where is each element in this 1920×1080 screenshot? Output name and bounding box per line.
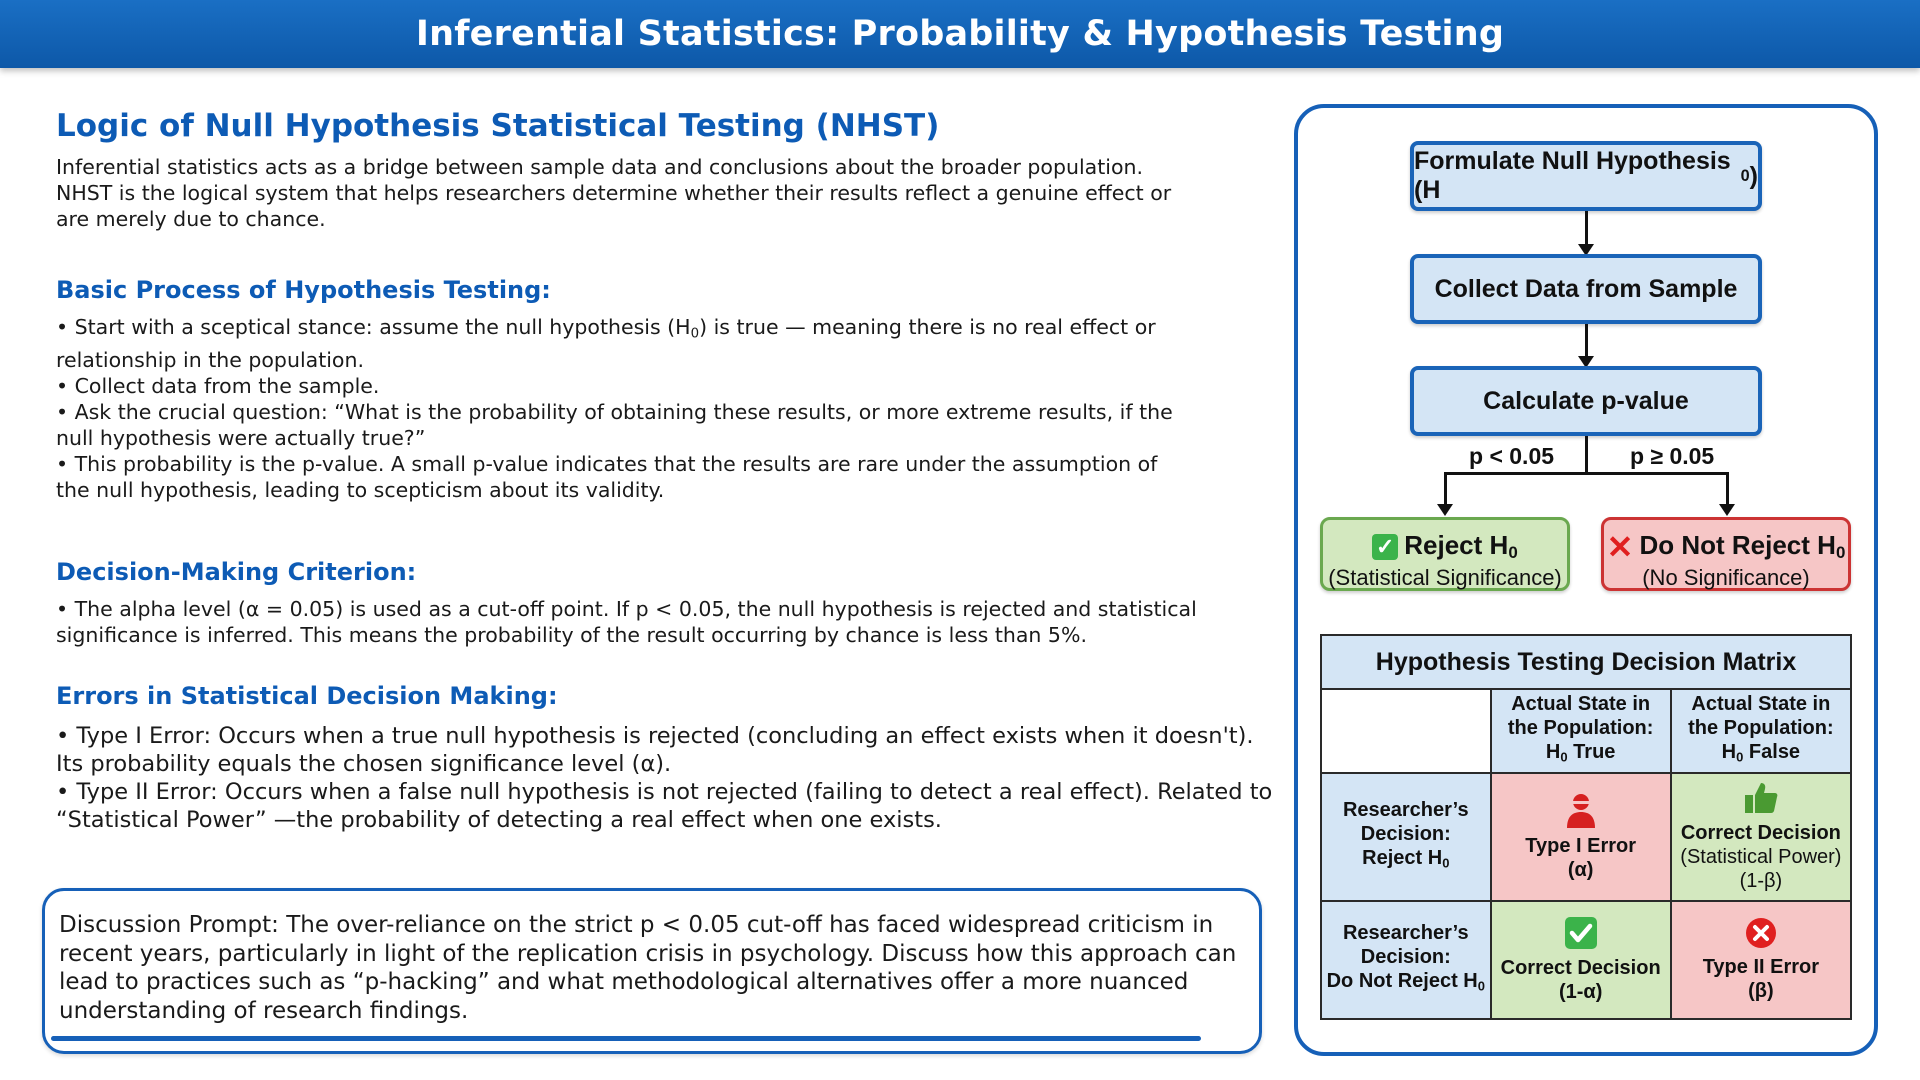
process-line: the null hypothesis, leading to scepticism about its validity. [56,478,665,503]
header-line: Actual State in [1511,693,1651,716]
flow-step-label: Calculate p-value [1483,386,1689,415]
matrix-cell-correct-power [1671,773,1851,901]
intro-paragraph [56,154,1171,232]
subscript: 0 [1740,166,1750,185]
row-header-line: Researcher’s [1342,799,1469,822]
errors-title: Errors in Statistical Decision Making: [56,682,558,710]
row-header-line [1322,969,1490,998]
row-header-line: Decision: [1360,946,1451,969]
process-line [56,314,1173,347]
process-line: • Ask the crucial question: “What is the probability of obtaining these results, or more extreme results, if the [56,400,1173,425]
header-line [1492,740,1670,769]
errors-line: • Type I Error: Occurs when a true null hypothesis is rejected (concluding an effect exists when it doesn't). [56,723,1254,749]
intro-line: Inferential statistics acts as a bridge between sample data and conclusions about the broader population. [56,155,1144,179]
cell-line: (α) [1567,859,1594,881]
flow-step-calculate-p [1410,366,1762,436]
process-line-part: • Start with a sceptical stance: assume the null hypothesis (H [56,315,691,339]
prompt-line: recent years, particularly in light of the replication crisis in psychology. Discuss how this approach can [59,940,1237,967]
process-line: • Collect data from the sample. [56,374,380,399]
intro-title: Logic of Null Hypothesis Statistical Testing (NHST) [56,108,940,144]
matrix-title: Hypothesis Testing Decision Matrix [1321,635,1851,689]
process-title: Basic Process of Hypothesis Testing: [56,276,551,304]
row-header-line [1322,846,1490,875]
matrix-row-header-do-not-reject [1321,901,1491,1019]
arrow-down-icon [1719,504,1735,516]
row-header-line: Decision: [1360,823,1451,846]
flow-connector [1585,436,1588,474]
header-line: the Population: [1507,717,1654,740]
prompt-divider [51,1036,1201,1041]
process-line-part: ) is true — meaning there is no real effect or [699,315,1156,339]
flow-step-collect-data [1410,254,1762,324]
discussion-prompt-text [59,911,1236,1025]
outcome-title-text: Do Not Reject H [1639,530,1836,560]
flow-step-label: Collect Data from Sample [1434,274,1738,303]
matrix-cell-type-one-error [1491,773,1671,901]
cell-line: Type II Error [1702,956,1820,978]
subscript: 0 [1442,855,1450,871]
row-header-part: Reject H [1362,847,1443,870]
decision-matrix [1320,634,1852,1020]
matrix-cell-correct-decision [1491,901,1671,1019]
flow-step-label: Formulate Null Hypothesis (H [1414,147,1731,204]
cell-line: (β) [1748,980,1774,1002]
errors-line: • Type II Error: Occurs when a false null hypothesis is not rejected (failing to detect a real effect). Related to [56,779,1273,805]
page-title: Inferential Statistics: Probability & Hypothesis Testing [415,14,1505,54]
row-header-line: Researcher’s [1342,922,1469,945]
process-paragraph [56,314,1173,503]
header-line: Actual State in [1691,693,1831,716]
thumbs-up-icon [1743,781,1779,815]
header-part: H [1545,741,1561,764]
check-icon [1564,916,1598,950]
arrow-down-icon [1437,504,1453,516]
process-line: • This probability is the p-value. A small p-value indicates that the results are rare under the assumption of [56,452,1158,477]
cell-line: (Statistical Power) [1680,846,1842,868]
outcome-title [1604,530,1848,563]
subscript: 0 [1736,749,1744,765]
matrix-corner-cell [1321,689,1491,773]
flow-connector [1585,324,1588,360]
outcome-reject-null [1320,517,1570,591]
subscript: 0 [1560,749,1568,765]
criterion-line: • The alpha level (α = 0.05) is used as a cut-off point. If p < 0.05, the null hypothesis is rejected and statistical [56,597,1197,621]
subscript: 0 [1835,543,1846,563]
flow-step-label: ) [1749,161,1758,190]
branch-label-significant: p < 0.05 [1469,443,1555,469]
criterion-title: Decision-Making Criterion: [56,558,417,586]
errors-line: Its probability equals the chosen significance level (α). [56,751,672,777]
outcome-title-text: Reject H [1404,530,1509,560]
error-circle-icon [1745,917,1777,949]
flow-branch-line [1444,472,1729,475]
process-line: null hypothesis were actually true?” [56,426,426,451]
cell-line: Correct Decision [1500,957,1661,979]
flow-connector [1585,211,1588,248]
matrix-col-header-null-false [1671,689,1851,773]
errors-line: “Statistical Power” —the probability of detecting a real effect when one exists. [56,807,942,833]
outcome-do-not-reject-null [1601,517,1851,591]
cell-line: Correct Decision [1680,822,1841,844]
subscript: 0 [1477,978,1485,994]
page-header [0,0,1920,68]
criterion-paragraph [56,596,1197,648]
criterion-line: significance is inferred. This means the probability of the result occurring by chance is less than 5%. [56,623,1087,647]
outcome-note: (Statistical Significance) [1328,565,1562,591]
header-part: False [1743,741,1801,764]
matrix-col-header-null-true [1491,689,1671,773]
row-header-part: Do Not Reject H [1326,970,1478,993]
intro-line: are merely due to chance. [56,207,326,231]
prompt-line: lead to practices such as “p-hacking” and what methodological alternatives offer a more nuanced [59,969,1189,995]
cross-icon: ✕ [1606,528,1634,565]
discussion-prompt-box [42,888,1262,1054]
intro-line: NHST is the logical system that helps researchers determine whether their results reflect a genuine effect or [56,181,1172,205]
header-part: H [1721,741,1737,764]
outcome-title [1323,530,1567,563]
check-icon: ✓ [1372,534,1398,560]
subscript: 0 [1508,543,1518,563]
subscript: 0 [690,326,700,342]
prompt-line: Discussion Prompt: The over-reliance on the strict p < 0.05 cut-off has faced widespread criticism in [59,912,1214,938]
header-line [1672,740,1850,769]
errors-paragraph [56,722,1272,834]
cell-line: Type I Error [1525,835,1637,857]
flow-step-formulate-null [1410,141,1762,211]
cell-line: (1-β) [1739,870,1783,892]
cell-line: (1-α) [1558,981,1603,1003]
header-part: True [1567,741,1616,764]
matrix-row-header-reject [1321,773,1491,901]
process-line: relationship in the population. [56,348,364,373]
header-line: the Population: [1688,717,1834,740]
prompt-line: understanding of research findings. [59,997,469,1024]
branch-label-not-significant: p ≥ 0.05 [1630,443,1715,469]
person-icon [1565,792,1597,828]
outcome-note: (No Significance) [1642,565,1810,591]
matrix-cell-type-two-error [1671,901,1851,1019]
